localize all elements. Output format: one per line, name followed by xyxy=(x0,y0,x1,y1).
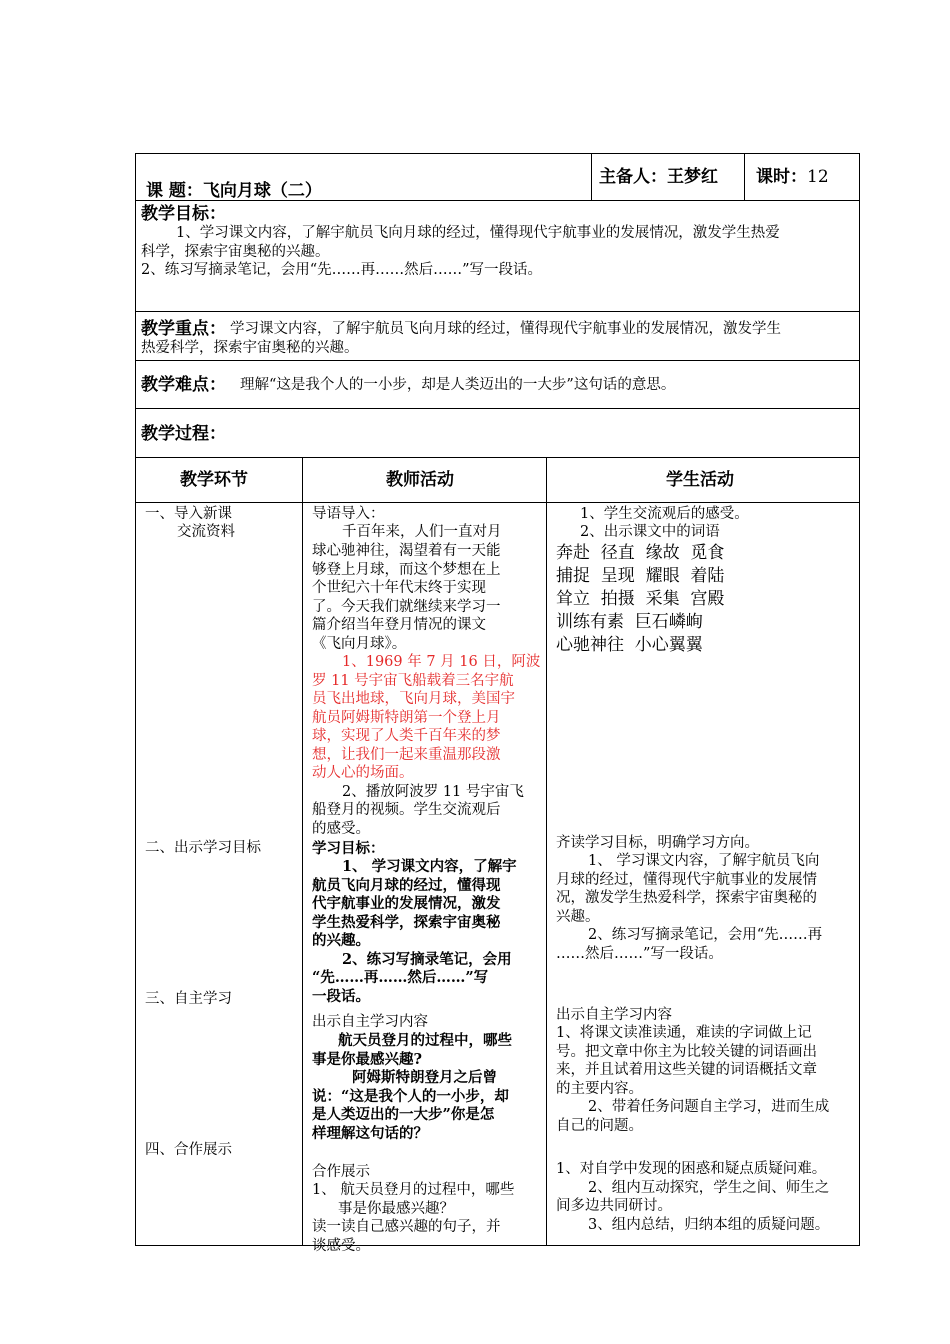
teacher-intro-2: 千百年来，人们一直对月 xyxy=(342,524,502,540)
teacher-red-7: 动人心的场面。 xyxy=(312,765,414,781)
columns-top-line xyxy=(135,457,860,458)
hours-label: 课时： xyxy=(756,167,807,187)
teacher-coop-2: 1、 航天员登月的过程中，哪些 xyxy=(312,1182,515,1198)
teacher-self-6: 是人类迈出的一大步”你是怎 xyxy=(312,1106,495,1123)
teacher-intro-8: 《飞向月球》。 xyxy=(312,636,407,652)
student-goals-6: 2、练习写摘录笔记，会用“先……再 xyxy=(588,927,823,943)
student-intro-1: 1、学生交流观后的感受。 xyxy=(580,506,749,522)
teacher-self-1: 出示自主学习内容 xyxy=(312,1014,428,1030)
student-goals-5: 兴趣。 xyxy=(556,909,600,925)
column-divider-1 xyxy=(302,457,303,1246)
header-divider-2 xyxy=(744,153,745,201)
student-coop-3: 间多边共同研讨。 xyxy=(556,1198,672,1214)
student-goals-4: 况，激发学生热爱科学，探索宇宙奥秘的 xyxy=(556,890,817,906)
teacher-video-1: 2、播放阿波罗 11 号宇宙飞 xyxy=(342,784,524,800)
goals-line-1: 1、学习课文内容，了解宇航员飞向月球的经过，懂得现代宇航事业的发展情况，激发学生热爱 xyxy=(176,225,780,241)
teacher-coop-4: 读一读自己感兴趣的句子，并 xyxy=(312,1219,501,1235)
teacher-coop-5: 谈感受。 xyxy=(312,1238,370,1254)
columns-bottom-line xyxy=(135,502,860,503)
student-self-2: 1、将课文读准读通，难读的字词做上记 xyxy=(556,1025,812,1041)
column-header-student: 学生活动 xyxy=(666,470,734,490)
step-2-title: 二、出示学习目标 xyxy=(145,840,261,856)
focus-label: 教学重点： xyxy=(141,319,226,339)
difficulty-label: 教学难点： xyxy=(141,375,226,395)
student-goals-3: 月球的经过，懂得现代宇航事业的发展情 xyxy=(556,872,817,888)
teacher-intro-7: 篇介绍当年登月情况的课文 xyxy=(312,617,486,633)
teacher-goals-5: 学生热爱科学，探索宇宙奥秘 xyxy=(312,914,501,931)
teacher-self-2: 航天员登月的过程中，哪些 xyxy=(338,1032,512,1049)
teacher-intro-5: 个世纪六十年代末终于实现 xyxy=(312,580,486,596)
student-intro-2: 2、出示课文中的词语 xyxy=(580,524,720,540)
student-coop-4: 3、组内总结，归纳本组的质疑问题。 xyxy=(588,1217,830,1233)
step-1-title: 一、导入新课 xyxy=(145,506,232,522)
teacher-goals-3: 航员飞向月球的经过，懂得现 xyxy=(312,877,501,894)
difficulty-top-line xyxy=(135,360,860,361)
preparer-label: 主备人： xyxy=(599,167,667,187)
teacher-intro-1: 导语导入： xyxy=(312,506,385,522)
teacher-goals-1: 学习目标： xyxy=(312,840,385,857)
student-self-6: 2、带着任务问题自主学习，进而生成 xyxy=(588,1099,830,1115)
topic-field xyxy=(146,180,322,202)
teacher-red-6: 想，让我们一起来重温那段激 xyxy=(312,747,501,763)
teacher-self-4: 阿姆斯特朗登月之后曾 xyxy=(352,1069,497,1086)
teacher-goals-6: 的兴趣。 xyxy=(312,932,370,949)
student-goals-1: 齐读学习目标，明确学习方向。 xyxy=(556,835,759,851)
teacher-goals-9: 一段话。 xyxy=(312,988,370,1005)
focus-line-1: 学习课文内容，了解宇航员飞向月球的经过，懂得现代宇航事业的发展情况，激发学生 xyxy=(230,321,781,337)
student-words-4: 训练有素 巨石嶙峋 xyxy=(556,612,703,632)
student-goals-7: ……然后……”写一段话。 xyxy=(556,946,723,962)
student-words-2: 捕捉 呈现 耀眼 着陆 xyxy=(556,566,725,586)
teacher-video-2: 船登月的视频。学生交流观后 xyxy=(312,802,501,818)
teacher-self-7: 样理解这句话的？ xyxy=(312,1125,428,1142)
topic-value: 飞向月球（二） xyxy=(202,181,322,201)
goals-label: 教学目标： xyxy=(141,204,226,224)
student-self-4: 来，并且试着用这些关键的词语概括文章 xyxy=(556,1062,817,1078)
teacher-intro-4: 够登上月球，而这个梦想在上 xyxy=(312,562,501,578)
teacher-intro-3: 球心驰神往，渴望着有一天能 xyxy=(312,543,501,559)
student-coop-2: 2、组内互动探究，学生之间、师生之 xyxy=(588,1180,830,1196)
teacher-video-3: 的感受。 xyxy=(312,821,370,837)
teacher-coop-1: 合作展示 xyxy=(312,1164,370,1180)
teacher-red-3: 员飞出地球，飞向月球，美国宇 xyxy=(312,691,515,707)
process-label: 教学过程： xyxy=(141,424,226,444)
focus-top-line xyxy=(135,311,860,312)
goals-line-3: 2、练习写摘录笔记，会用“先……再……然后……”写一段话。 xyxy=(141,262,543,278)
preparer-value: 王梦红 xyxy=(667,167,718,187)
teacher-red-2: 罗 11 号宇宙飞船载着三名宇航 xyxy=(312,673,514,689)
hours-value: 12 xyxy=(807,167,829,187)
student-self-7: 自己的问题。 xyxy=(556,1118,643,1134)
student-self-5: 的主要内容。 xyxy=(556,1081,643,1097)
column-divider-2 xyxy=(546,457,547,1246)
goals-line-2: 科学，探索宇宙奥秘的兴趣。 xyxy=(141,244,330,260)
teacher-intro-6: 了。今天我们就继续来学习一 xyxy=(312,599,501,615)
teacher-coop-3: 事是你最感兴趣？ xyxy=(338,1201,454,1217)
teacher-goals-8: “先……再……然后……”写 xyxy=(312,969,489,986)
column-header-teacher: 教师活动 xyxy=(386,470,454,490)
step-1-subtitle: 交流资料 xyxy=(177,524,235,540)
teacher-red-5: 球，实现了人类千百年来的梦 xyxy=(312,728,501,744)
student-words-5: 心驰神往 小心翼翼 xyxy=(556,635,703,655)
step-3-title: 三、自主学习 xyxy=(145,991,232,1007)
hours-field xyxy=(756,166,829,188)
teacher-goals-4: 代宇航事业的发展情况，激发 xyxy=(312,895,501,912)
process-top-line xyxy=(135,408,860,409)
step-4-title: 四、合作展示 xyxy=(145,1142,232,1158)
difficulty-text: 理解“这是我个人的一小步，却是人类迈出的一大步”这句话的意思。 xyxy=(240,377,676,393)
header-divider-1 xyxy=(591,153,592,201)
teacher-goals-2: 1、 学习课文内容，了解宇 xyxy=(342,858,517,875)
student-words-1: 奔赴 径直 缘故 觅食 xyxy=(556,543,725,563)
column-header-step: 教学环节 xyxy=(180,470,248,490)
preparer-field xyxy=(599,166,718,188)
teacher-red-4: 航员阿姆斯特朗第一个登上月 xyxy=(312,710,501,726)
student-words-3: 耸立 拍摄 采集 宫殿 xyxy=(556,589,725,609)
topic-label: 课 题： xyxy=(146,181,203,201)
teacher-self-5: 说：“这是我个人的一小步，却 xyxy=(312,1088,509,1105)
student-self-1: 出示自主学习内容 xyxy=(556,1007,672,1023)
focus-line-2: 热爱科学，探索宇宙奥秘的兴趣。 xyxy=(141,340,359,356)
student-self-3: 号。把文章中你主为比较关键的词语画出 xyxy=(556,1044,817,1060)
teacher-red-1: 1、1969 年 7 月 16 日，阿波 xyxy=(342,654,541,670)
student-goals-2: 1、 学习课文内容，了解宇航员飞向 xyxy=(588,853,820,869)
teacher-goals-7: 2、练习写摘录笔记，会用 xyxy=(342,951,512,968)
student-coop-1: 1、对自学中发现的困惑和疑点质疑问难。 xyxy=(556,1161,827,1177)
teacher-self-3: 事是你最感兴趣? xyxy=(312,1051,422,1068)
